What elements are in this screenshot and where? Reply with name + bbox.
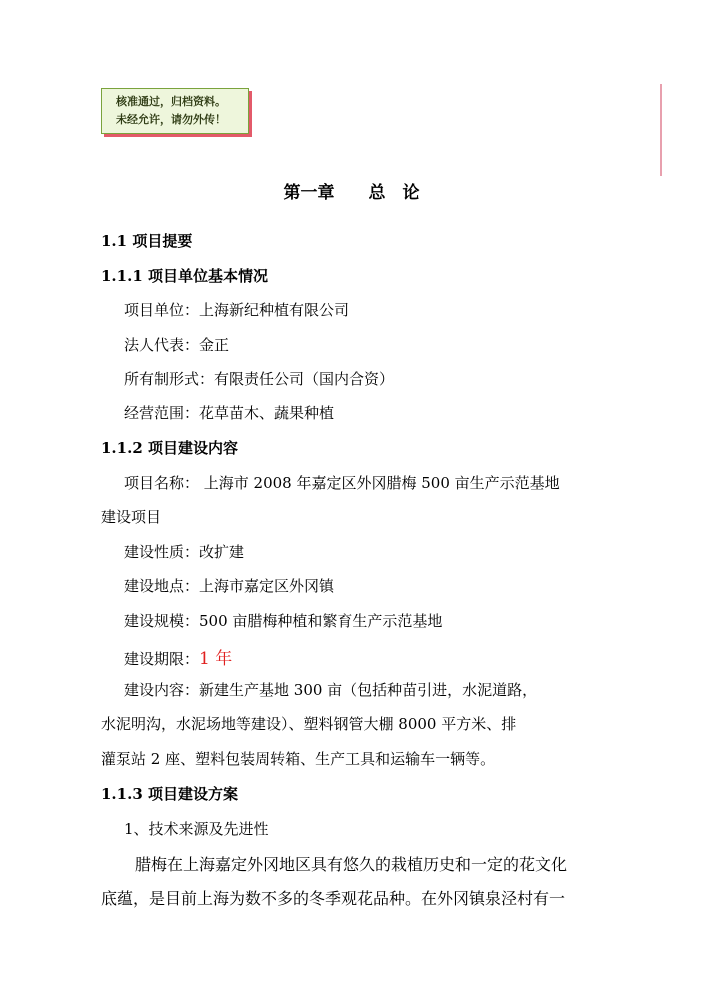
section-1-1-1-heading: 1.1.1 项目单位基本情况 (101, 267, 268, 285)
legal-representative: 法人代表：金正 (124, 336, 230, 354)
construction-location: 建设地点：上海市嘉定区外冈镇 (124, 577, 335, 595)
section-1-1-3-heading: 1.1.3 项目建设方案 (101, 785, 238, 803)
construction-period (124, 644, 232, 669)
construction-period-label: 建设期限： (124, 650, 200, 668)
construction-scale: 建设规模：500 亩腊梅种植和繁育生产示范基地 (124, 612, 443, 630)
construction-content-line-3: 灌泵站 2 座、塑料包装周转箱、生产工具和运输车一辆等。 (101, 750, 496, 768)
plan-paragraph-line-2: 底蕴，是目前上海为数不多的冬季观花品种。在外冈镇泉泾村有一 (101, 889, 566, 908)
construction-content-line-2: 水泥明沟，水泥场地等建设）、塑料钢管大棚 8000 平方米、排 (101, 715, 517, 733)
construction-content-line-1: 建设内容：新建生产基地 300 亩（包括种苗引进，水泥道路， (124, 681, 538, 699)
project-name-line-1: 项目名称： 上海市 2008 年嘉定区外冈腊梅 500 亩生产示范基地 (124, 474, 560, 492)
project-name-line-2: 建设项目 (101, 508, 162, 526)
section-1-1-2-heading: 1.1.2 项目建设内容 (101, 439, 238, 457)
chapter-title: 第一章 总 论 (283, 183, 420, 203)
construction-period-value: 1 年 (199, 649, 233, 669)
section-1-1-heading: 1.1 项目提要 (101, 232, 193, 250)
approval-stamp (101, 88, 249, 134)
construction-nature: 建设性质：改扩建 (124, 543, 245, 561)
business-scope: 经营范围：花草苗木、蔬果种植 (124, 404, 335, 422)
stamp-line-1: 核准通过，归档资料。 (116, 95, 226, 108)
plan-paragraph-line-1: 腊梅在上海嘉定外冈地区具有悠久的栽植历史和一定的花文化 (135, 855, 568, 874)
ownership-form: 所有制形式：有限责任公司（国内合资） (124, 370, 395, 388)
stamp-line-2: 未经允许，请勿外传！ (116, 113, 226, 126)
plan-item-1: 1、技术来源及先进性 (124, 820, 269, 838)
margin-rule (660, 84, 662, 176)
project-unit: 项目单位：上海新纪种植有限公司 (124, 301, 350, 319)
